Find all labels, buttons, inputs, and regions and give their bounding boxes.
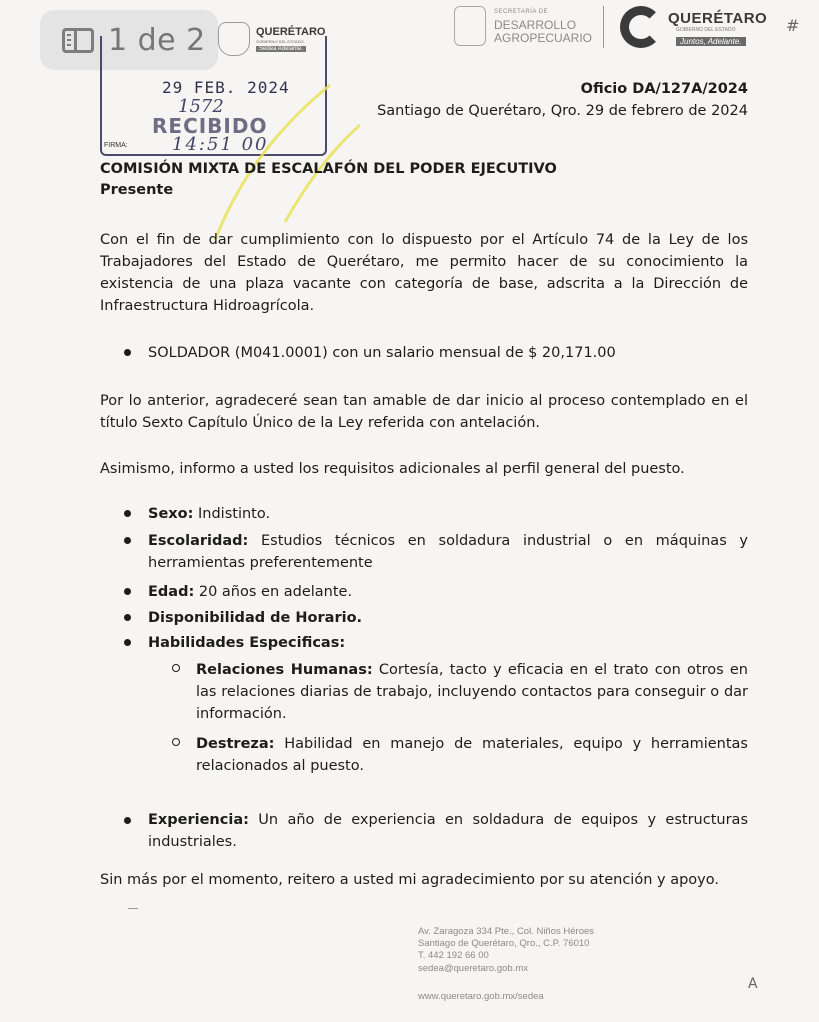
footer-address-1: Av. Zaragoza 334 Pte., Col. Niños Héroes [418,926,595,937]
footer-phone: T. 442 192 66 00 [418,950,489,961]
sidebar-icon[interactable] [62,28,94,53]
oficio-number: Oficio DA/127A/2024 [580,81,748,97]
margin-mark [128,908,138,909]
footer-website: www.queretaro.gob.mx/sedea [418,991,544,1002]
paragraph-requirements-intro: Asimismo, informo a usted los requisitos adicionales al perfil general del puesto. [100,461,685,477]
requirement-label: Escolaridad: [148,533,249,549]
bullet-icon [124,349,131,356]
initials-mark: A [748,976,758,992]
skill-label: Destreza: [196,736,275,752]
requirement-value: Indistinto. [193,506,271,522]
secretaria-line3: AGROPECUARIO [494,31,593,45]
skill-label: Relaciones Humanas: [196,662,373,678]
small-logo-subtitle: GOBIERNO DEL ESTADO [256,39,304,44]
recipient: COMISIÓN MIXTA DE ESCALAFÓN DEL PODER EJECUTIVO [100,161,557,177]
skill-value: Habilidad en manejo de materiales, equipo y herramientas relacionados al puesto. [196,736,748,774]
requirement-label: Sexo: [148,506,194,522]
footer-address-2: Santiago de Querétaro, Qro., C.P. 76010 [418,938,590,949]
requirement-experiencia [148,809,748,853]
requirement-label: Experiencia: [148,812,249,828]
requirement-value: Un año de experiencia en soldadura de equipos y estructuras industriales. [148,812,748,850]
corner-mark: # [786,16,800,35]
requirement-horario [148,607,362,629]
header-divider [603,6,604,48]
requirement-escolaridad [148,530,748,574]
closing: Sin más por el momento, reitero a usted mi agradecimiento por su atención y apoyo. [100,872,719,888]
bullet-icon [124,614,131,621]
stamp-date: 29 FEB. 2024 [162,78,290,97]
secretaria-line1: SECRETARÍA DE [494,9,549,15]
bullet-icon [124,537,131,544]
bullet-icon [124,588,131,595]
sub-bullet-icon [172,664,180,672]
requirement-label: Disponibilidad de Horario. [148,610,363,626]
requirement-label: Habilidades Especificas: [148,635,346,651]
stamp-time: 14:51 00 [172,134,269,155]
bullet-icon [124,510,131,517]
bullet-icon [124,639,131,646]
skill-destreza [196,733,748,777]
stamp-number: 1572 [178,96,224,117]
state-logo-name: QUERÉTARO [668,10,768,27]
requirement-sexo [148,503,270,525]
page-indicator-label: 1 de 2 [108,22,206,58]
stamp-label: RECIBIDO [152,114,268,138]
secretaria-line2: DESARROLLO [494,18,577,32]
sub-bullet-icon [172,738,180,746]
paragraph-request: Por lo anterior, agradeceré sean tan amable de dar inicio al proceso contemplado en el título Sexto Capítulo Único de la Ley referida con antelación. [100,393,748,431]
footer-email: sedea@queretaro.gob.mx [418,963,528,974]
bullet-icon [124,817,131,824]
position-bullet: SOLDADOR (M041.0001) con un salario mensual de $ 20,171.00 [148,345,616,361]
state-logo-tag: Juntos, Adelante. [676,37,746,46]
queretaro-q-icon [620,6,662,48]
salutation: Presente [100,182,174,198]
state-logo-subtitle: GOBIERNO DEL ESTADO [676,27,736,33]
requirement-value: Estudios técnicos en soldadura industrial o en máquinas y herramientas preferentemente [148,533,748,571]
requirement-edad [148,581,352,603]
requirement-habilidades [148,632,345,654]
sedea-emblem-icon [454,6,486,46]
requirement-label: Edad: [148,584,195,600]
skill-relaciones-humanas [196,659,748,725]
skill-value: Cortesía, tacto y eficacia en el trato con otros en las relaciones diarias de trabajo, incluyendo contactos para conseguir o dar información. [196,662,748,722]
small-logo-tag: Sedea Adelante. [256,46,306,52]
stamp-firma-label: FIRMA: [104,142,128,149]
paragraph-intro: Con el fin de dar cumplimiento con lo dispuesto por el Artículo 74 de la Ley de los Trabajadores del Estado de Querétaro, me permito hacer de su conocimiento la existencia de una plaza vacante con categoría de base, adscrita a la Dirección de Infraestructura Hidroagrícola. [100,232,748,314]
secretaria-logo-text [494,6,592,45]
place-date: Santiago de Querétaro, Qro. 29 de febrero de 2024 [377,103,748,119]
small-logo-name: QUERÉTARO [256,26,326,38]
requirement-value: 20 años en adelante. [194,584,353,600]
